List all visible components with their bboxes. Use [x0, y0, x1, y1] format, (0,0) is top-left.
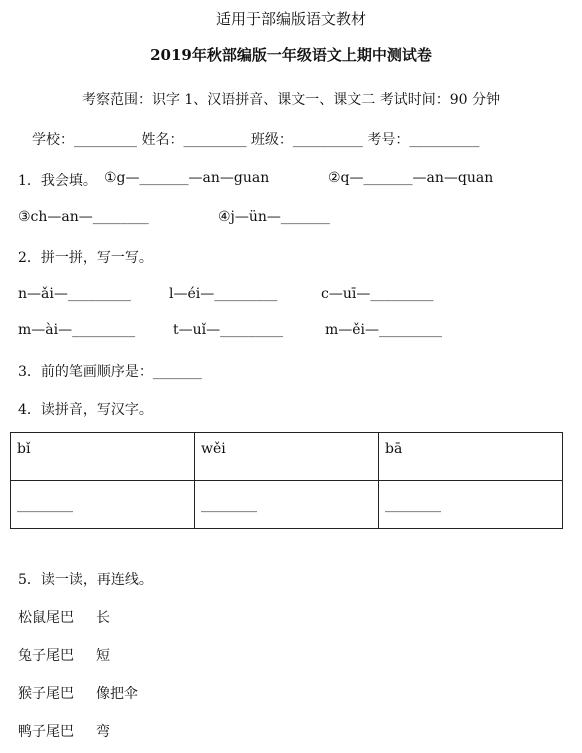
table-row [11, 433, 563, 481]
pinyin-cell: wěi [195, 433, 379, 481]
doc-header: 适用于部编版语文教材 [215, 10, 366, 28]
q3-label: 3．前的笔画顺序是：_______ [18, 364, 202, 380]
match-right[interactable]: 弯 [96, 724, 110, 740]
match-right[interactable]: 像把伞 [96, 686, 138, 702]
match-left[interactable]: 猴子尾巴 [18, 686, 74, 702]
q2-label: 2．拼一拼，写一写。 [18, 250, 153, 266]
q2-item: l—éi—_________ [169, 286, 278, 302]
pinyin-table [10, 432, 563, 529]
q1-item-4: ④j—ün—_______ [218, 209, 330, 225]
q1-item-2: ②q—_______—an—quan [328, 170, 494, 186]
match-left[interactable]: 鸭子尾巴 [18, 724, 74, 740]
pinyin-cell: bǐ [11, 433, 195, 481]
student-info-line: 学校：_________ 姓名：_________ 班级：__________ 考号：__________ [32, 132, 480, 148]
q1-item-3: ③ch—an—________ [18, 209, 149, 225]
match-right[interactable]: 长 [96, 610, 110, 626]
q2-item: m—ài—_________ [18, 322, 136, 338]
page-title: 2019年秋部编版一年级语文上期中测试卷 [150, 46, 432, 64]
answer-cell[interactable]: ________ [379, 481, 563, 529]
q2-item: t—uǐ—_________ [173, 322, 284, 338]
answer-cell[interactable]: ________ [195, 481, 379, 529]
exam-scope: 考察范围：识字 1、汉语拼音、课文一、课文二 考试时间：90 分钟 [81, 92, 501, 108]
q1-item-1: ①g—_______—an—guan [104, 170, 270, 186]
q5-label: 5．读一读，再连线。 [18, 572, 153, 588]
match-left[interactable]: 松鼠尾巴 [18, 610, 74, 626]
q2-item: n—ǎi—_________ [18, 286, 131, 302]
table-row [11, 481, 563, 529]
answer-cell[interactable]: ________ [11, 481, 195, 529]
q4-label: 4．读拼音，写汉字。 [18, 402, 153, 418]
pinyin-cell: bā [379, 433, 563, 481]
q2-item: c—uī—_________ [321, 286, 434, 302]
q1-label: 1．我会填。 [18, 173, 97, 189]
match-right[interactable]: 短 [96, 648, 110, 664]
q2-item: m—ěi—_________ [325, 322, 443, 338]
match-left[interactable]: 兔子尾巴 [18, 648, 74, 664]
